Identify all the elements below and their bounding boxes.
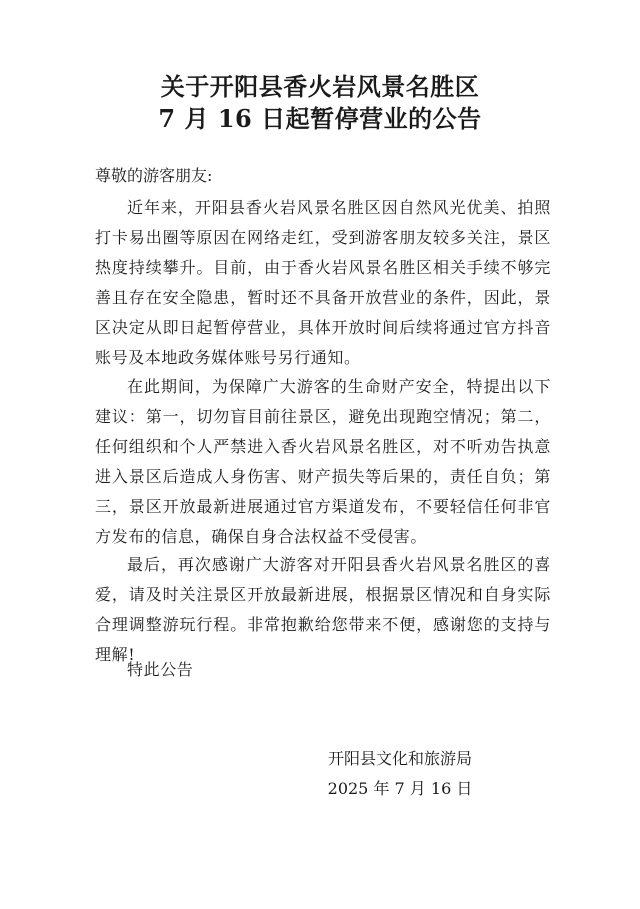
- paragraph-intro: 近年来，开阳县香火岩风景名胜区因自然风光优美、拍照打卡易出圈等原因在网络走红，受到游客朋友较多关注，景区热度持续攀升。目前，由于香火岩风景名胜区相关手续不够完善且存在安全隐患，暂时还不具备开放营业的条件，因此，景区决定从即日起暂停营业，具体开放时间后续将通过官方抖音账号及本地政务媒体账号另行通知。: [95, 198, 551, 367]
- signature-date: 2025 年 7 月 16 日: [327, 779, 473, 798]
- greeting: 尊敬的游客朋友:: [95, 166, 213, 185]
- paragraph-closing: 特此公告: [127, 660, 194, 679]
- paragraph-suggestions: 在此期间，为保障广大游客的生命财产安全，特提出以下建议：第一，切勿盲目前往景区，避免出现跑空情况；第二，任何组织和个人严禁进入香火岩风景名胜区，对不听劝告执意进入景区后造成人身伤害、财产损失等后果的，责任自负；第三，景区开放最新进展通过官方渠道发布，不要轻信任何非官方发布的信息，确保自身合法权益不受侵害。: [95, 377, 551, 546]
- notice-title-line1: 关于开阳县香火岩风景名胜区: [160, 72, 480, 101]
- paragraph-thanks: 最后，再次感谢广大游客对开阳县香火岩风景名胜区的喜爱，请及时关注景区开放最新进展，根据景区情况和自身实际合理调整游玩行程。非常抱歉给您带来不便，感谢您的支持与理解!: [95, 555, 551, 664]
- notice-title-line2: 7 月 16 日起暂停营业的公告: [158, 104, 482, 133]
- signature-organization: 开阳县文化和旅游局: [327, 749, 472, 768]
